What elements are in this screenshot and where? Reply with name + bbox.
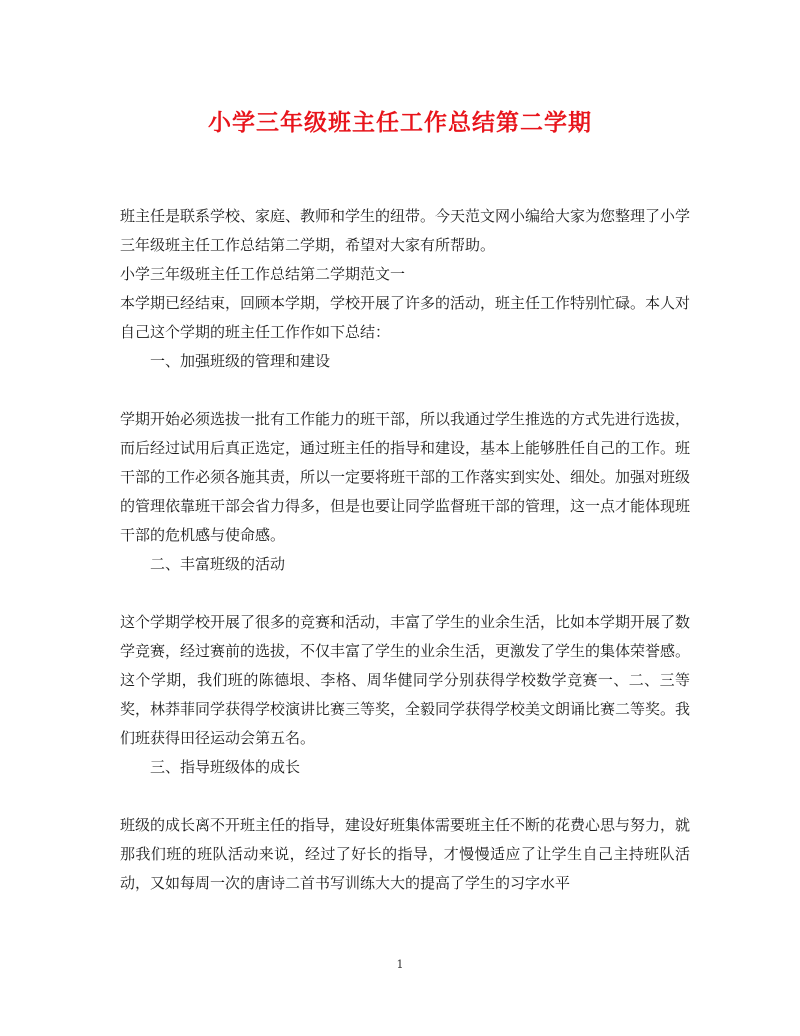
- section-heading-3: 三、指导班级体的成长: [150, 758, 301, 776]
- section-heading-2: 二、丰富班级的活动: [150, 555, 286, 573]
- subtitle-paragraph: 小学三年级班主任工作总结第二学期范文一: [120, 265, 406, 283]
- document-title: 小学三年级班主任工作总结第二学期: [208, 109, 592, 136]
- section-text-2: 这个学期学校开展了很多的竞赛和活动，丰富了学生的业余生活，比如本学期开展了数学竞赛，经过赛前的选拔，不仅丰富了学生的业余生活，更激发了学生的集体荣誉感。这个学期，我们班的陈德垠、李格、周华健同学分别获得学校数学竞赛一、二、三等奖，林莽菲同学获得学校演讲比赛三等奖，全毅同学获得学校美文朗诵比赛二等奖。我们班获得田径运动会第五名。: [120, 613, 691, 747]
- section-spacer: [120, 782, 690, 811]
- section-heading-1: 一、加强班级的管理和建设: [150, 352, 331, 370]
- intro-paragraph: 班主任是联系学校、家庭、教师和学生的纽带。今天范文网小编给大家为您整理了小学三年级班主任工作总结第二学期，希望对大家有所帮助。: [120, 207, 691, 254]
- document-body: [120, 202, 690, 898]
- page-number: 1: [396, 958, 404, 971]
- section-spacer: [120, 579, 690, 608]
- section-text-1: 学期开始必须选拔一批有工作能力的班干部，所以我通过学生推选的方式先进行选拔，而后经过试用后真正选定，通过班主任的指导和建设，基本上能够胜任自己的工作。班干部的工作必须各施其责，所以一定要将班干部的工作落实到实处、细处。加强对班级的管理依靠班干部会省力得多，但是也要让同学监督班干部的管理，这一点才能体现班干部的危机感与使命感。: [120, 410, 691, 544]
- section-spacer: [120, 376, 690, 405]
- section-text-3: 班级的成长离不开班主任的指导，建设好班集体需要班主任不断的花费心思与努力，就那我们班的班队活动来说，经过了好长的指导，才慢慢适应了让学生自己主持班队活动，又如每周一次的唐诗二首书写训练大大的提高了学生的习字水平: [120, 816, 691, 892]
- opening-paragraph: 本学期已经结束，回顾本学期，学校开展了许多的活动，班主任工作特别忙碌。本人对自己这个学期的班主任工作作如下总结：: [120, 294, 691, 341]
